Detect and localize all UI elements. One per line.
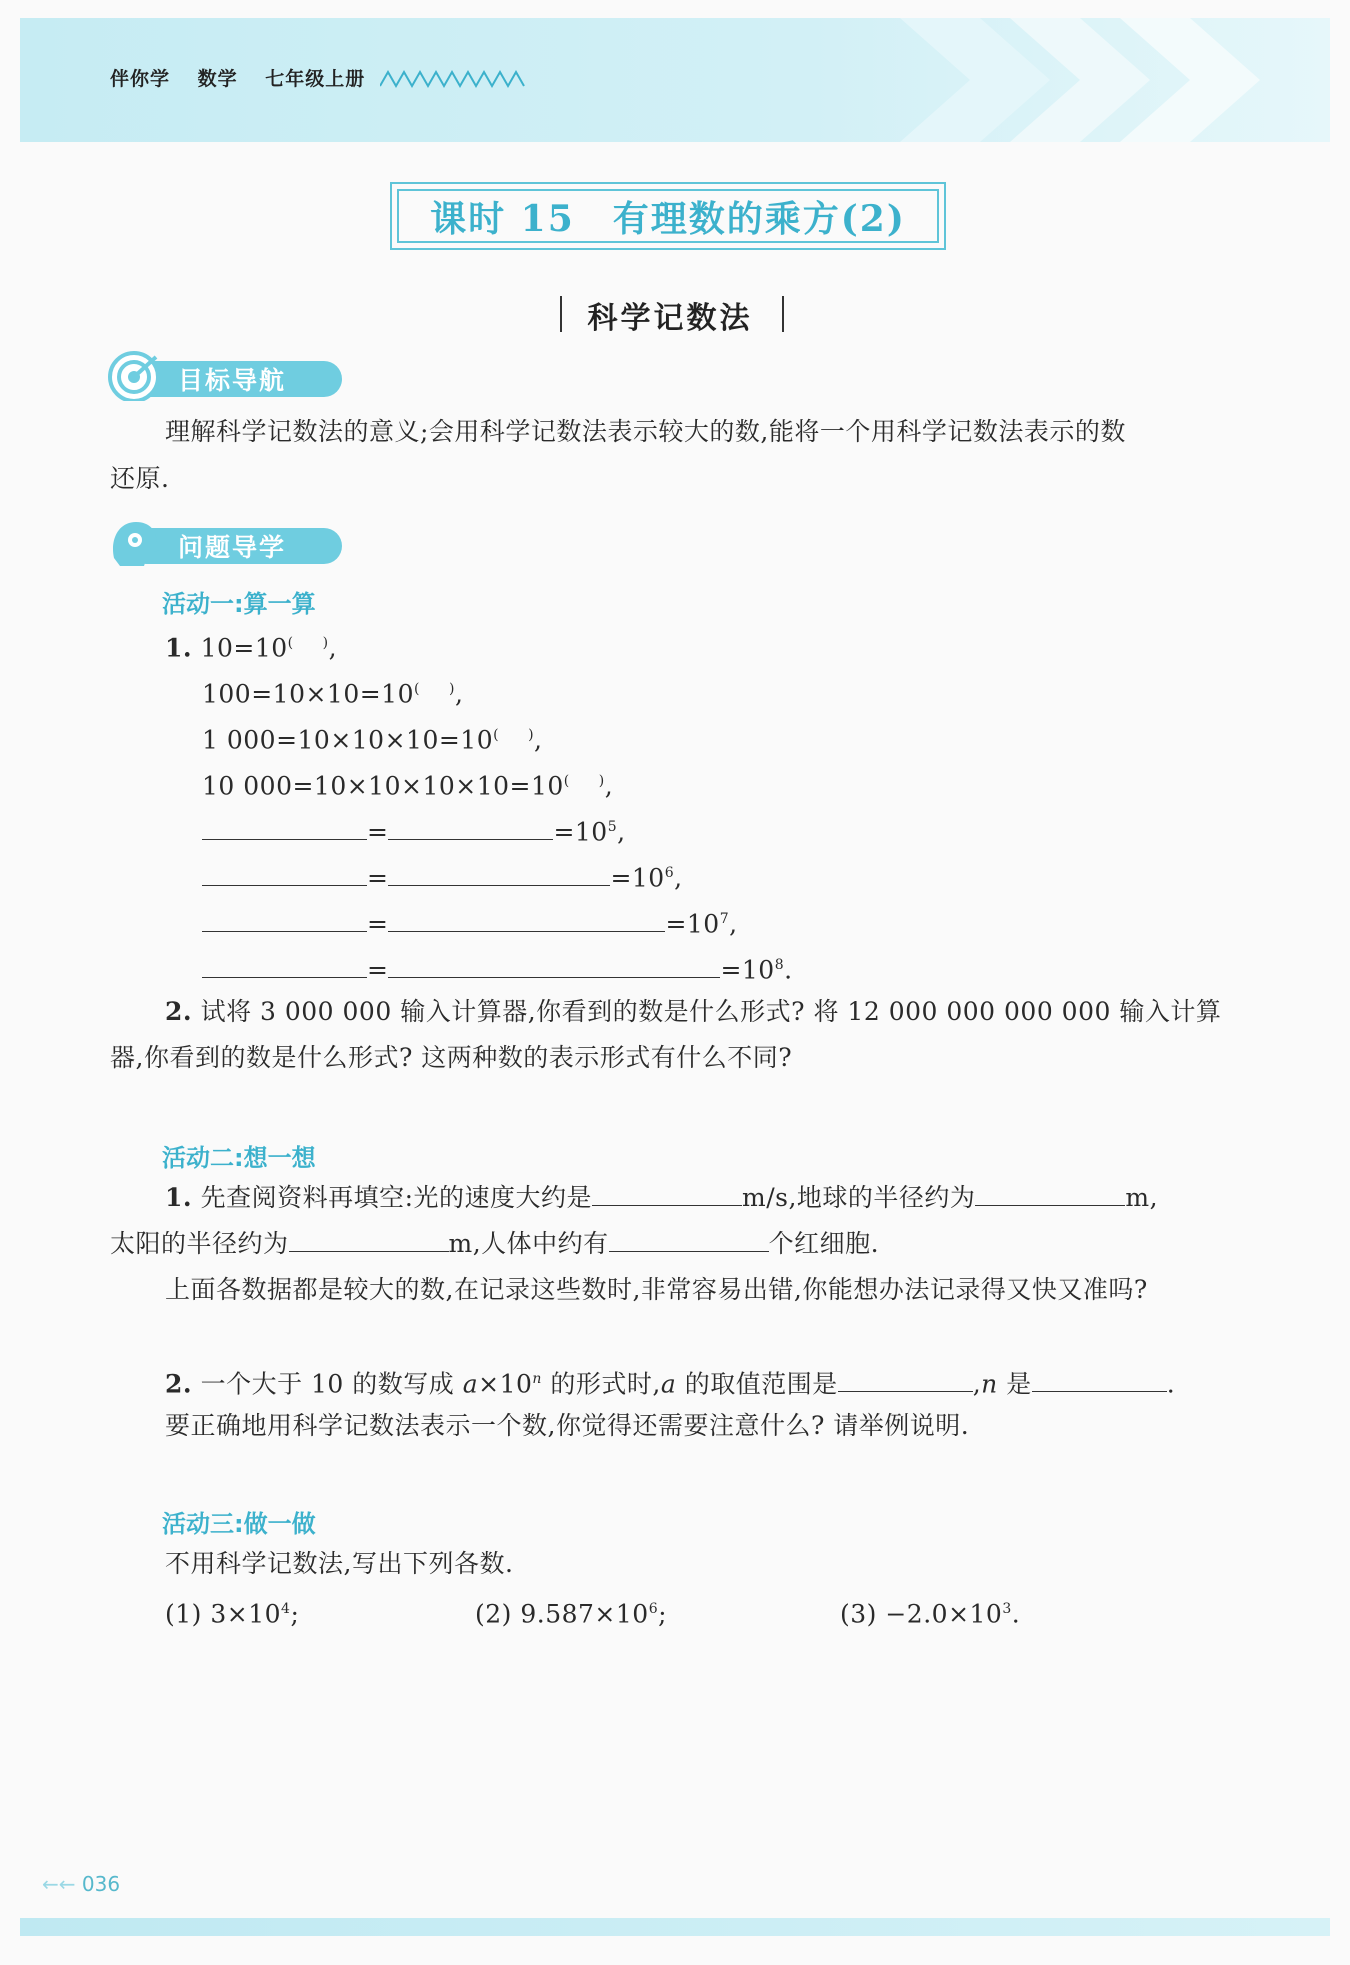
a1-q1-line3 — [202, 712, 543, 763]
a2-q1-text-e: m,人体中约有 — [448, 1229, 609, 1258]
a2-q1-text-a: 先查阅资料再填空:光的速度大约是 — [200, 1183, 592, 1212]
a2-q2-text-a: 一个大于 10 的数写成 — [200, 1369, 455, 1399]
answer-blank[interactable] — [975, 1179, 1125, 1206]
answer-blank[interactable] — [289, 1225, 449, 1252]
a1-q1-expr4: 10 000=10×10×10×10=10 — [202, 771, 564, 801]
a3-item-1-end: ; — [290, 1599, 300, 1629]
power-base: =10 — [665, 909, 720, 939]
a1-q1-line2 — [202, 666, 463, 717]
header-zigzag-decoration — [380, 70, 525, 88]
a3-item-1 — [165, 1586, 299, 1637]
activity1-title: 活动一:算一算 — [162, 590, 316, 618]
goal-text-line2: 还原. — [110, 464, 170, 493]
a3-item-1-label: (1) 3×10 — [165, 1599, 282, 1629]
a1-q2-line2: 器,你看到的数是什么形式? 这两种数的表示形式有什么不同? — [110, 1043, 793, 1072]
activity2-title: 活动二:想一想 — [162, 1144, 316, 1172]
a2-q2-text-b: 的形式时, — [541, 1369, 661, 1399]
goal-badge-label: 目标导航 — [178, 366, 287, 395]
a3-item-3-label: (3) −2.0×10 — [840, 1599, 1003, 1629]
answer-blank[interactable] — [202, 859, 367, 886]
a1-q1-comma4: , — [604, 771, 614, 801]
a3-item-3 — [840, 1586, 1020, 1637]
a2-q1-line3: 上面各数据都是较大的数,在记录这些数时,非常容易出错,你能想办法记录得又快又准吗? — [165, 1275, 1148, 1304]
a1-q1-line4 — [202, 758, 613, 809]
a2-q1-text-d: 太阳的半径约为 — [110, 1229, 289, 1258]
power-base: =10 — [553, 817, 608, 847]
answer-blank[interactable] — [202, 813, 367, 840]
a2-q1-text-f: 个红细胞. — [768, 1229, 880, 1258]
a1-q1-expr1: 10=10 — [200, 633, 288, 663]
header-info — [110, 64, 385, 91]
a3-item-2-label: (2) 9.587×10 — [475, 1599, 649, 1629]
a1-blank-row-7 — [202, 896, 738, 947]
a3-item-3-end: . — [1011, 1599, 1021, 1629]
section-title: 科学记数法 — [587, 301, 753, 336]
footer-band — [20, 1918, 1330, 1936]
power-end: , — [617, 817, 626, 847]
header-subject: 数学 — [197, 68, 238, 90]
power-end: , — [674, 863, 683, 893]
answer-blank[interactable] — [388, 905, 665, 932]
guide-badge-label: 问题导学 — [178, 533, 287, 562]
a3-intro: 不用科学记数法,写出下列各数. — [165, 1549, 514, 1578]
a1-blank-row-8 — [202, 942, 793, 993]
a2-q1-text-b: m/s,地球的半径约为 — [742, 1183, 976, 1212]
a1-q1-number: 1. — [165, 633, 193, 663]
a1-q2-number: 2. — [165, 997, 193, 1026]
a1-blank-row-6 — [202, 850, 683, 901]
a3-item-2-end: ; — [658, 1599, 668, 1629]
a1-q1-paren1: ( ) — [287, 635, 329, 651]
a2-q1-text-c: m, — [1125, 1183, 1159, 1212]
power-exp: 5 — [607, 819, 618, 835]
eq-sign: = — [367, 909, 389, 939]
a2-q1-number: 1. — [165, 1183, 193, 1212]
power-base: =10 — [720, 955, 775, 985]
power-end: , — [729, 909, 738, 939]
var-a: a — [462, 1369, 479, 1399]
a1-q1-comma3: , — [534, 725, 543, 755]
a1-q2-text1: 试将 3 000 000 输入计算器,你看到的数是什么形式? 将 12 000 000 000 000 输入计算 — [200, 997, 1222, 1026]
answer-blank[interactable] — [609, 1225, 769, 1252]
a3-item-2 — [475, 1586, 667, 1637]
a2-q2-text-c: 的取值范围是 — [676, 1369, 838, 1399]
a2-q2-text-f: . — [1166, 1369, 1176, 1399]
answer-blank[interactable] — [388, 859, 610, 886]
a1-q1-comma2: , — [454, 679, 464, 709]
a1-q2-line1 — [165, 988, 1221, 1035]
a2-q2-text-d: , — [972, 1369, 982, 1399]
goal-text-line1: 理解科学记数法的意义;会用科学记数法表示较大的数,能将一个用科学记数法表示的数 — [165, 417, 1126, 446]
eq-sign: = — [367, 955, 389, 985]
answer-blank[interactable] — [388, 813, 553, 840]
arrow-left-icon: ←← — [42, 1872, 76, 1896]
answer-blank[interactable] — [388, 951, 720, 978]
a3-item-2-exp: 6 — [648, 1601, 659, 1617]
a2-q2-line1 — [165, 1356, 1175, 1407]
header-chevrons — [900, 18, 1330, 142]
lesson-title-box — [390, 182, 946, 250]
answer-blank[interactable] — [838, 1365, 973, 1392]
a2-q2-number: 2. — [165, 1369, 193, 1399]
a2-q1-line2 — [110, 1220, 879, 1267]
header-grade: 七年级上册 — [265, 68, 366, 90]
header-series: 伴你学 — [110, 68, 171, 90]
subtitle-bar-right — [782, 296, 784, 332]
a1-q1-expr2: 100=10×10=10 — [202, 679, 414, 709]
a1-q1-line1 — [165, 620, 337, 671]
eq-sign: = — [367, 863, 389, 893]
times-ten: ×10 — [478, 1369, 533, 1399]
a2-q2-text-e: 是 — [997, 1369, 1032, 1399]
answer-blank[interactable] — [1032, 1365, 1167, 1392]
a1-q1-paren4: ( ) — [563, 773, 605, 789]
a1-q1-comma1: , — [328, 633, 338, 663]
power-base: =10 — [610, 863, 665, 893]
eq-sign: = — [367, 817, 389, 847]
activity3-title: 活动三:做一做 — [162, 1510, 316, 1538]
a1-blank-row-5 — [202, 804, 626, 855]
a1-q1-paren3: ( ) — [493, 727, 535, 743]
var-a: a — [660, 1369, 677, 1399]
var-n-exp: n — [532, 1371, 542, 1387]
a1-q1-paren2: ( ) — [414, 681, 455, 697]
power-end: . — [784, 955, 793, 985]
power-exp: 8 — [774, 957, 785, 973]
goal-badge — [108, 355, 348, 397]
answer-blank[interactable] — [202, 951, 367, 978]
answer-blank[interactable] — [202, 905, 367, 932]
a3-item-3-exp: 3 — [1002, 1601, 1012, 1617]
page-number — [42, 1872, 120, 1896]
page-number-text: 036 — [81, 1872, 121, 1896]
guide-badge — [108, 522, 348, 564]
var-n: n — [981, 1369, 998, 1399]
lesson-title: 课时 15 有理数的乘方(2) — [430, 197, 906, 240]
power-exp: 7 — [719, 911, 730, 927]
a3-item-1-exp: 4 — [281, 1601, 291, 1617]
a2-q1-line1 — [165, 1174, 1158, 1221]
a2-q2-line2: 要正确地用科学记数法表示一个数,你觉得还需要注意什么? 请举例说明. — [165, 1411, 970, 1440]
answer-blank[interactable] — [592, 1179, 742, 1206]
a1-q1-expr3: 1 000=10×10×10=10 — [202, 725, 494, 755]
power-exp: 6 — [664, 865, 675, 881]
